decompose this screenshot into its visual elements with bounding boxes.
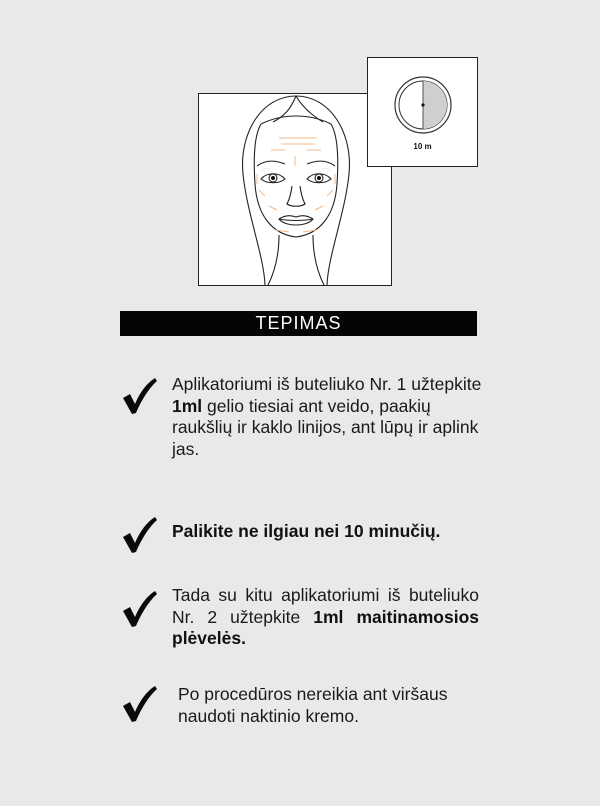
checkmark-icon [120, 589, 158, 629]
timer-label: 10 m [413, 142, 432, 151]
section-title: TEPIMAS [120, 311, 477, 336]
step-4-text [178, 684, 508, 727]
checkmark-icon [120, 376, 158, 416]
step-3-text [172, 585, 479, 650]
step-1-text-b: 1ml [172, 395, 203, 416]
checkmark-icon [120, 515, 158, 555]
step-1-text-a: Aplikatoriumi iš buteliuko Nr. 1 užtepkite [172, 374, 482, 394]
timer-illustration [367, 57, 478, 167]
step-1-text-c: gelio tiesiai ant veido, paakių raukšlių ir kaklo linijos, ant lūpų ir aplink jas. [172, 395, 479, 459]
face-illustration [198, 93, 392, 286]
step-2-text-a: Palikite ne ilgiau nei 10 minučių. [172, 521, 441, 541]
step-1-text [172, 374, 482, 460]
step-3-text-a: Tada su kitu aplikatoriumi iš buteliuko Nr. 2 užtepkite [172, 585, 479, 627]
checkmark-icon [120, 684, 158, 724]
clock-icon [368, 58, 479, 148]
step-2-text [172, 521, 492, 543]
step-4-text-a: Po procedūros nereikia ant viršaus naudoti naktinio kremo. [178, 684, 448, 726]
face-drawing [199, 94, 392, 286]
step-3-text-b: 1ml maitinamosios plėvelės. [172, 606, 479, 648]
